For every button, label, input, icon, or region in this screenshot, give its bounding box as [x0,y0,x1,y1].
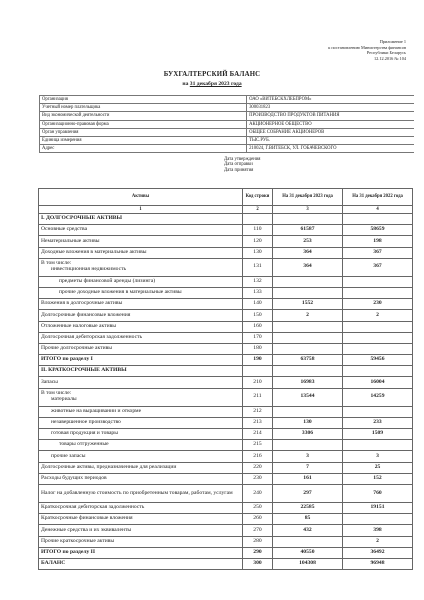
row-value-previous [343,440,413,451]
row-code: 170 [243,332,273,343]
column-numbers-row [39,206,413,214]
row-name: БАЛАНС [39,558,243,569]
row-value-current [273,536,343,547]
table-row [39,502,413,513]
row-code: 120 [243,236,273,247]
row-value-previous: 367 [343,258,413,276]
table-row [39,536,413,547]
balance-table [38,188,413,570]
row-code: 110 [243,225,273,236]
row-code: 213 [243,417,273,428]
row-name [39,258,243,276]
document-subtitle [0,81,424,87]
org-info-value: ОАО «ВИТЕБСКХЛЕБПРОМ» [247,96,414,104]
header-assets: Активы [39,189,243,206]
table-row [39,451,413,462]
table-row [39,473,413,484]
date-label: Дата отправки [224,162,253,168]
row-value-previous: 152 [343,473,413,484]
row-value-previous: 760 [343,484,413,502]
table-row [39,276,413,287]
table-row [39,258,413,276]
row-code: 215 [243,440,273,451]
row-name: II. КРАТКОСРОЧНЫЕ АКТИВЫ [39,366,243,377]
row-code: 190 [243,355,273,366]
table-row [39,484,413,502]
row-name: Налог на добавленную стоимость по приобретенным товарам, работам, услугам [39,484,243,502]
row-value-previous [343,214,413,225]
document-title: БУХГАЛТЕРСКИЙ БАЛАНС [163,71,261,78]
org-info-row [40,136,415,144]
header-previous-period: На 31 декабря 2022 года [343,189,413,206]
row-name: Расходы будущих периодов [39,473,243,484]
row-code: 240 [243,484,273,502]
dates-table [222,157,262,173]
row-value-current: 253 [273,236,343,247]
row-value-current: 130 [273,417,343,428]
row-name: Прочие долгосрочные активы [39,343,243,354]
row-name: Отложенные налоговые активы [39,321,243,332]
row-value-current: 161 [273,473,343,484]
row-code: 130 [243,247,273,258]
row-name: ИТОГО по разделу I [39,355,243,366]
row-value-previous: 230 [343,299,413,310]
table-row [39,514,413,525]
org-info-value: ОБЩЕЕ СОБРАНИЕ АКЦИОНЕРОВ [247,128,414,136]
row-value-previous: 96948 [343,558,413,569]
row-value-previous: 1509 [343,429,413,440]
row-name: I. ДОЛГОСРОЧНЫЕ АКТИВЫ [39,214,243,225]
row-value-current: 22585 [273,502,343,513]
row-value-previous: 14259 [343,388,413,406]
row-value-current [273,343,343,354]
header-code: Код строки [243,189,273,206]
row-value-previous: 398 [343,525,413,536]
row-value-current [273,214,343,225]
row-code: 300 [243,558,273,569]
row-name: товары отгруженные [39,440,243,451]
row-value-current: 61587 [273,225,343,236]
org-info-value: 210024, Г.ВИТЕБСК, УЛ. ГОБАЧЕВСКОГО [247,145,414,153]
row-value-current: 1552 [273,299,343,310]
table-row [39,299,413,310]
row-name: Краткосрочная дебиторская задолженность [39,502,243,513]
row-value-current [273,287,343,298]
row-name: готовая продукция и товары [39,429,243,440]
org-info-value: ПРОИЗВОДСТВО ПРОДУКТОВ ПИТАНИЯ [247,112,414,120]
table-row [39,310,413,321]
row-value-current: 3306 [273,429,343,440]
row-value-current: 3 [273,451,343,462]
table-row [39,355,413,366]
row-name-line [41,391,240,403]
column-number: 4 [343,206,413,214]
row-code: 216 [243,451,273,462]
table-row [39,377,413,388]
text-line: материалы [51,396,77,403]
row-code: 230 [243,473,273,484]
org-info-label: Единица измерения [40,136,247,144]
row-value-previous [343,321,413,332]
row-name-line [41,261,240,273]
header-current-period: На 31 декабря 2023 года [273,189,343,206]
row-value-current: 364 [273,247,343,258]
row-value-previous: 233 [343,417,413,428]
date-row [222,168,262,173]
row-value-current: 40550 [273,547,343,558]
org-info-row [40,112,415,120]
row-value-previous: 25 [343,462,413,473]
appendix-line: Приложение 1 [379,39,406,44]
row-value-current [273,276,343,287]
appendix-note [256,39,406,61]
row-value-current [273,321,343,332]
row-code: 212 [243,406,273,417]
row-name: незавершенное производство [39,417,243,428]
row-value-previous [343,406,413,417]
table-row [39,388,413,406]
row-value-current: 16983 [273,377,343,388]
table-row [39,429,413,440]
row-value-previous: 2 [343,536,413,547]
row-code [243,366,273,377]
table-row [39,525,413,536]
row-name: Долгосрочная дебиторская задолженность [39,332,243,343]
row-value-previous: 36492 [343,547,413,558]
column-number: 1 [39,206,243,214]
row-value-current: 2 [273,310,343,321]
table-row [39,214,413,225]
row-name: Долгосрочные активы, предназначенные для реализации [39,462,243,473]
row-value-previous [343,366,413,377]
row-code: 160 [243,321,273,332]
row-value-current [273,366,343,377]
row-code: 150 [243,310,273,321]
table-row [39,321,413,332]
table-row [39,406,413,417]
row-name: прочие доходные вложения в материальные активы [39,287,243,298]
row-value-previous: 367 [343,247,413,258]
appendix-line: к постановлению Министерства финансов [328,44,406,50]
row-value-previous [343,276,413,287]
row-name: предметы финансовой аренды (лизинга) [39,276,243,287]
table-row [39,236,413,247]
org-info-value: 300031823 [247,104,414,112]
table-row [39,343,413,354]
org-info-row [40,120,415,128]
row-name: Основные средства [39,225,243,236]
row-value-previous: 58659 [343,225,413,236]
row-name: животные на выращивании и откорме [39,406,243,417]
org-info-row [40,145,415,153]
row-value-previous: 19151 [343,502,413,513]
table-row [39,417,413,428]
row-name: Краткосрочные финансовые вложения [39,514,243,525]
table-row [39,247,413,258]
row-value-previous: 3 [343,451,413,462]
row-code: 180 [243,343,273,354]
row-value-previous [343,287,413,298]
row-name: Запасы [39,377,243,388]
table-row [39,332,413,343]
row-value-current: 7 [273,462,343,473]
row-value-current [273,406,343,417]
row-value-previous [343,343,413,354]
row-value-previous: 198 [343,236,413,247]
text-line: В том числе: [41,390,72,397]
row-name: Прочие краткосрочные активы [39,536,243,547]
row-value-current: 297 [273,484,343,502]
row-code: 250 [243,502,273,513]
row-name: Денежные средства и их эквиваленты [39,525,243,536]
table-row [39,225,413,236]
row-value-current: 364 [273,258,343,276]
row-code: 210 [243,377,273,388]
org-info-label: Орган управления [40,128,247,136]
row-code: 260 [243,514,273,525]
row-code: 132 [243,276,273,287]
row-code: 290 [243,547,273,558]
row-value-previous [343,332,413,343]
row-code: 214 [243,429,273,440]
table-row [39,547,413,558]
row-code: 220 [243,462,273,473]
row-value-current [273,440,343,451]
row-code: 211 [243,388,273,406]
org-info-row [40,128,415,136]
appendix-line: Республики Беларусь [366,50,406,56]
org-info-row [40,96,415,104]
row-value-previous [343,514,413,525]
row-name: ИТОГО по разделу II [39,547,243,558]
row-code: 131 [243,258,273,276]
column-number: 2 [243,206,273,214]
row-value-previous: 59456 [343,355,413,366]
org-info-value: ТЫС.РУБ. [247,136,414,144]
table-header-row [39,189,413,206]
org-info-label: Вид экономической деятельности [40,112,247,120]
row-value-current: 104308 [273,558,343,569]
row-code [243,214,273,225]
subtitle-prefix: на [182,81,189,87]
row-name: Вложения в долгосрочные активы [39,299,243,310]
text-line: инвестиционная недвижимость [51,266,127,273]
row-value-current [273,332,343,343]
row-code: 133 [243,287,273,298]
table-row [39,366,413,377]
text-line: В том числе: [41,260,72,267]
row-code: 270 [243,525,273,536]
org-info-label: Учетный номер плательщика [40,104,247,112]
appendix-line: 12.12.2016 № 104 [373,55,406,61]
table-row [39,287,413,298]
row-value-previous: 2 [343,310,413,321]
row-name: прочие запасы [39,451,243,462]
column-number: 3 [273,206,343,214]
org-info-label: Организация [40,96,247,104]
row-code: 280 [243,536,273,547]
row-name: Нематериальные активы [39,236,243,247]
report-date: 31 декабря 2023 года [189,81,242,87]
row-value-previous: 16004 [343,377,413,388]
row-name [39,388,243,406]
table-row [39,558,413,569]
organization-info-table [39,95,414,153]
date-label: Дата принятия [224,167,254,173]
table-row [39,462,413,473]
row-value-current: 85 [273,514,343,525]
row-value-current: 13544 [273,388,343,406]
org-info-value: АКЦИОНЕРНОЕ ОБЩЕСТВО [247,120,414,128]
row-name: Долгосрочные финансовые вложения [39,310,243,321]
org-info-label: Организационно-правовая форма [40,120,247,128]
row-name: Доходные вложения в материальные активы [39,247,243,258]
date-label: Дата утверждения [224,157,261,162]
org-info-row [40,104,415,112]
row-value-current: 432 [273,525,343,536]
row-code: 140 [243,299,273,310]
org-info-label: Адрес [40,145,247,153]
row-value-current: 63758 [273,355,343,366]
table-row [39,440,413,451]
